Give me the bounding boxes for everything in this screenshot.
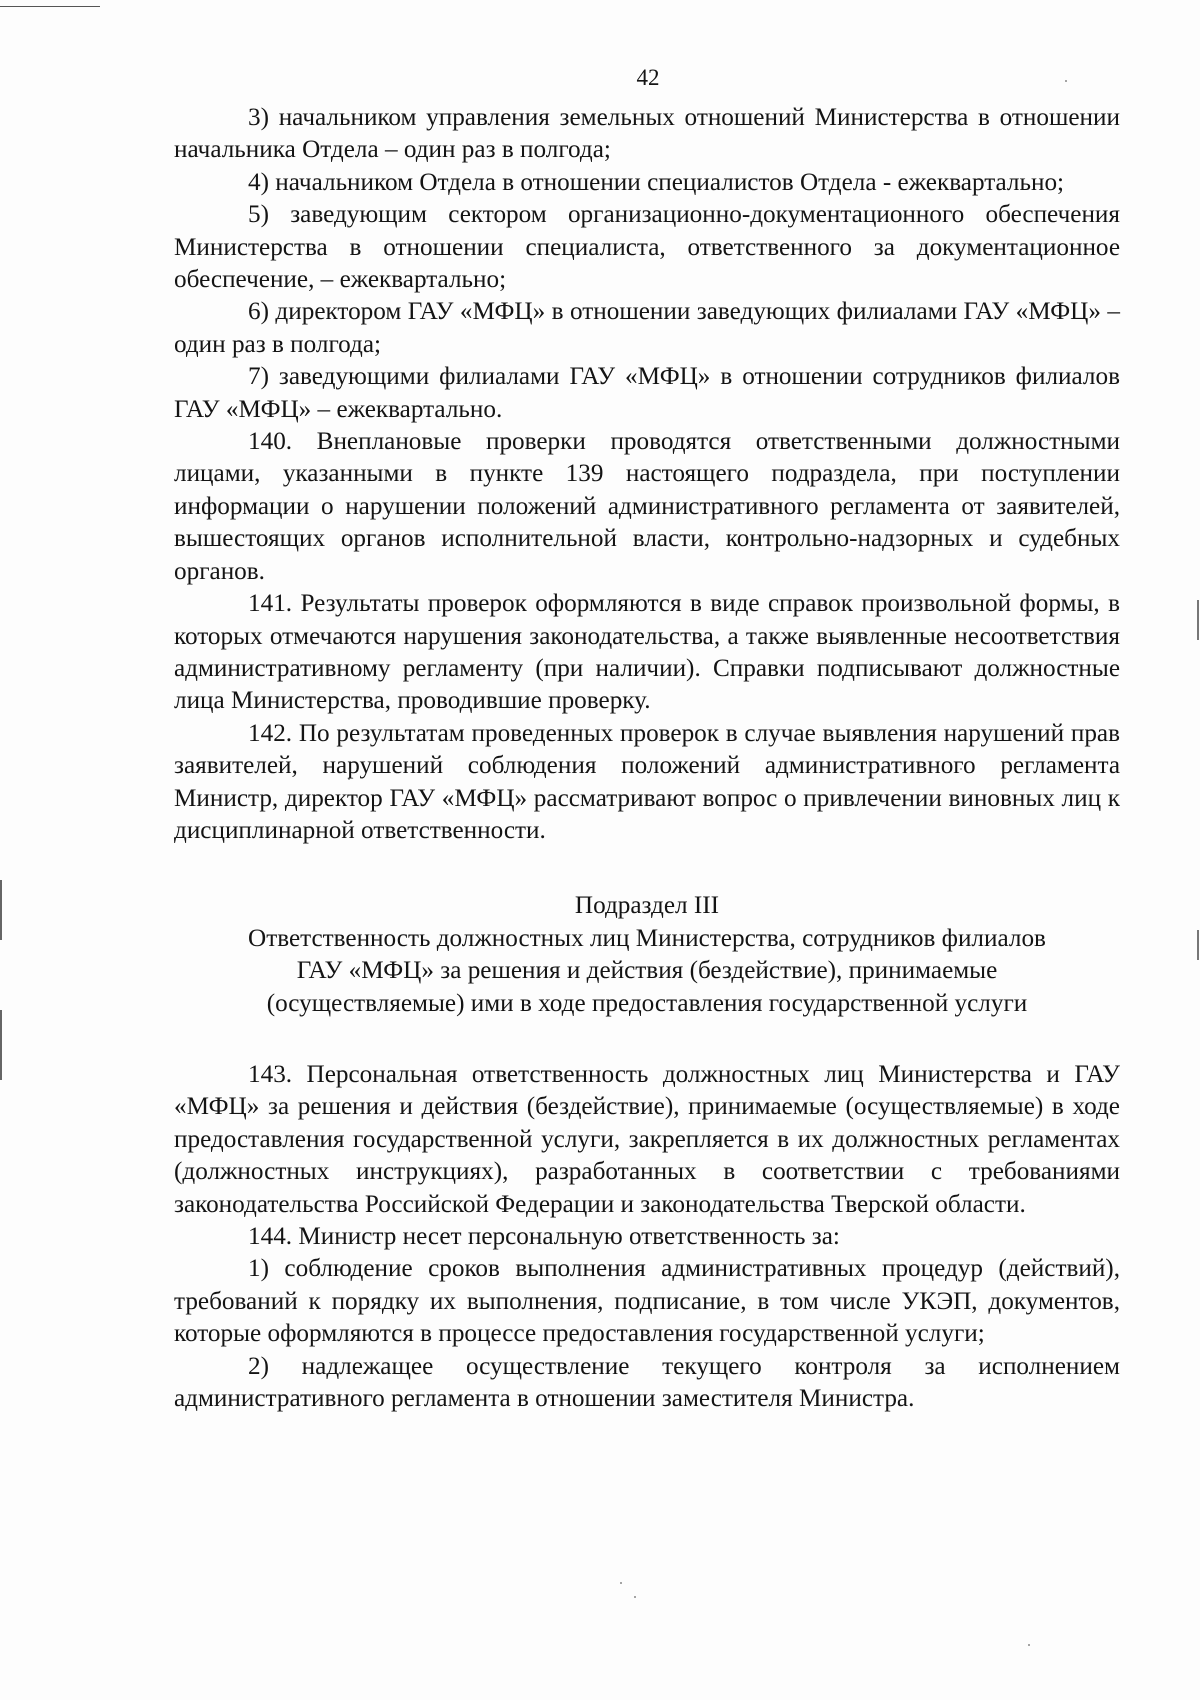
- scan-artifact-edge: [1197, 600, 1199, 640]
- clause-140: 140. Внеплановые проверки проводятся ответственными должностными лицами, указанными в пункте 139 настоящего подраздела, при поступлении информации о нарушении положений административного регламента от заявителей, вышестоящих органов исполнительной власти, контрольно-надзорных и судебных органов.: [174, 428, 1120, 585]
- clause-141: 141. Результаты проверок оформляются в виде справок произвольной формы, в которых отмечаются нарушения законодательства, а также выявленные несоответствия административному регламенту (при наличии). Справки подписывают должностные лица Министерства, проводившие проверку.: [174, 590, 1120, 715]
- scan-artifact-edge: [0, 880, 2, 940]
- clause-142: 142. По результатам проведенных проверок в случае выявления нарушений прав заявителей, нарушений соблюдения положений административного регламента Министр, директор ГАУ «МФЦ» рассматривают вопрос о привлечении виновных лиц к дисциплинарной ответственности.: [174, 719, 1120, 844]
- list-item-7: 7) заведующими филиалами ГАУ «МФЦ» в отношении сотрудников филиалов ГАУ «МФЦ» – ежеквартально.: [174, 363, 1120, 423]
- clause-144: 144. Министр несет персональную ответственность за:: [248, 1223, 840, 1250]
- clause-143: 143. Персональная ответственность должностных лиц Министерства и ГАУ «МФЦ» за решения и действия (бездействие), принимаемые (осуществляемые) в ходе предоставления государственной услуги, закрепляется в их должностных регламентах (должностных инструкциях), разработанных в соответствии с требованиями законодательства Российской Федерации и законодательства Тверской области.: [174, 1060, 1120, 1218]
- scan-artifact-edge: [1197, 930, 1199, 960]
- scan-speck: [620, 1582, 622, 1584]
- list-item-6: 6) директором ГАУ «МФЦ» в отношении заведующих филиалами ГАУ «МФЦ» – один раз в полгода;: [174, 298, 1120, 358]
- scan-artifact-edge: [0, 1010, 2, 1080]
- section-subtitle-line: (осуществляемые) ими в ходе предоставления государственной услуги: [266, 989, 1028, 1017]
- page-number: 42: [636, 65, 660, 90]
- list-item-3: 3) начальником управления земельных отношений Министерства в отношении начальника Отдела – один раз в полгода;: [174, 104, 1120, 164]
- clause-144-item-2: 2) надлежащее осуществление текущего контроля за исполнением административного регламента в отношении заместителя Министра.: [174, 1352, 1120, 1413]
- scan-speck: [634, 1596, 636, 1598]
- section-title: Подраздел III: [574, 892, 720, 920]
- document-body: [174, 102, 1120, 1415]
- scan-speck: [1028, 1644, 1030, 1646]
- list-item-4: 4) начальником Отдела в отношении специалистов Отдела - ежеквартально;: [248, 168, 1065, 196]
- section-subtitle-line: ГАУ «МФЦ» за решения и действия (бездействие), принимаемые: [296, 957, 998, 985]
- section-heading: [174, 890, 1120, 1020]
- clause-144-item-1: 1) соблюдение сроков выполнения административных процедур (действий), требований к порядку их выполнения, подписание, в том числе УКЭП, документов, которые оформляются в процессе предоставления государственной услуги;: [174, 1255, 1120, 1348]
- section-subtitle-line: Ответственность должностных лиц Министерства, сотрудников филиалов: [248, 924, 1046, 952]
- scan-artifact-line: [0, 6, 100, 7]
- list-item-5: 5) заведующим сектором организационно-документационного обеспечения Министерства в отношении специалиста, ответственного за документационное обеспечение, – ежеквартально;: [174, 201, 1120, 294]
